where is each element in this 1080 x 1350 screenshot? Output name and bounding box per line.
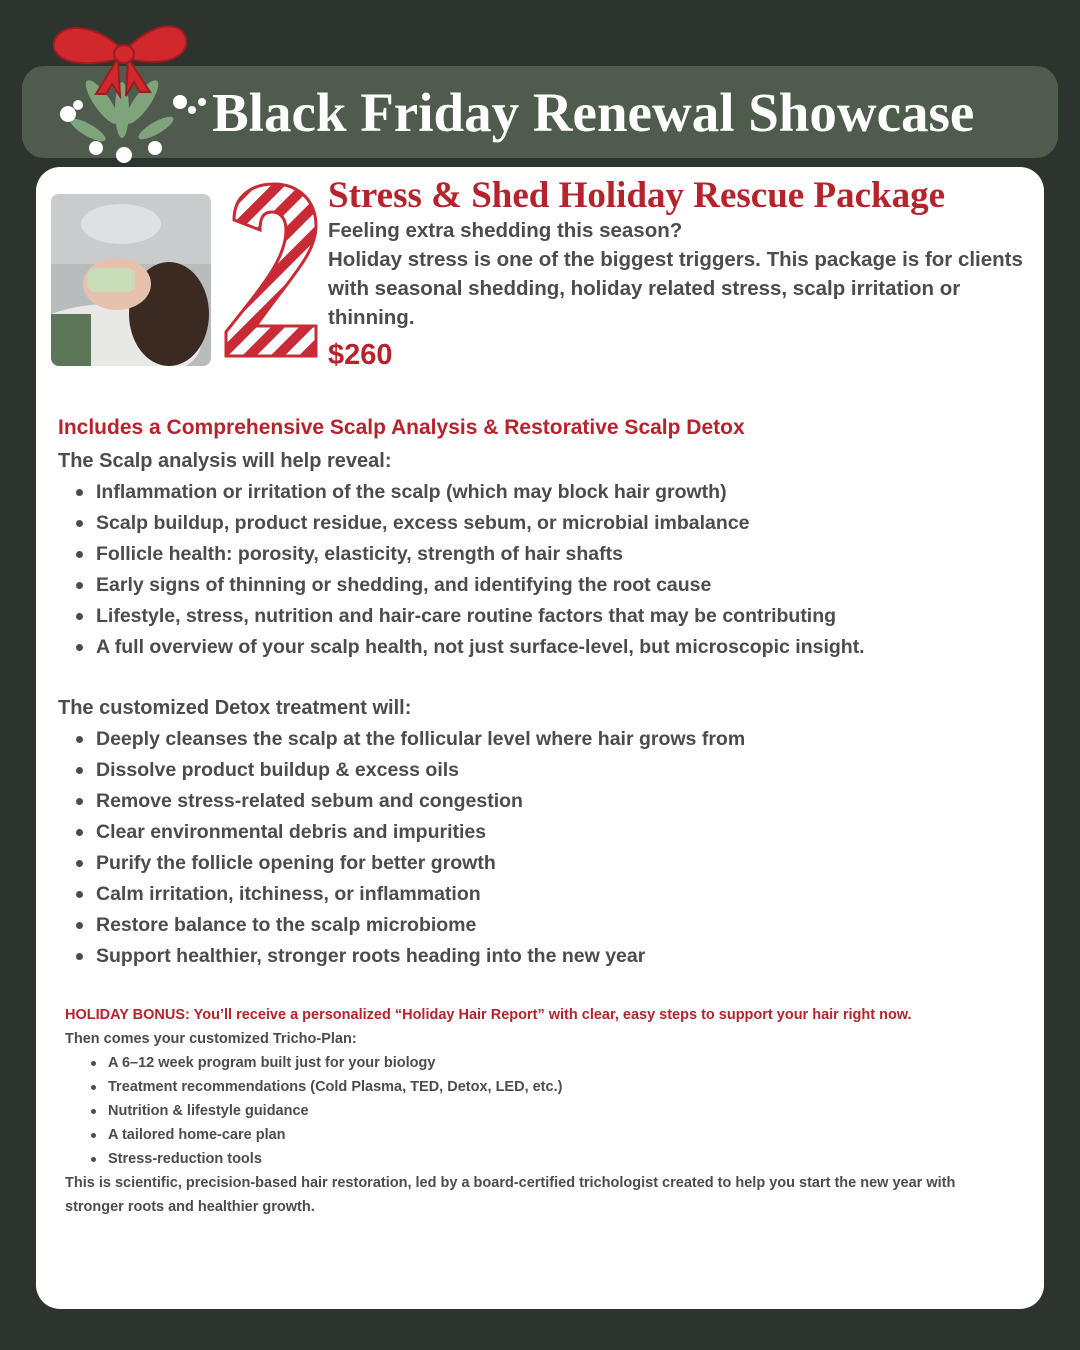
closing-text: This is scientific, precision-based hair restoration, led by a board-certified trichologist created to help you start the new year with stronger roots and healthier growth.	[65, 1175, 956, 1215]
list-item: Restore balance to the scalp microbiome	[96, 910, 1038, 941]
page-title: Black Friday Renewal Showcase	[212, 82, 975, 143]
treatment-photo	[51, 194, 211, 366]
list-item: A 6–12 week program built just for your biology	[108, 1051, 1010, 1075]
detox-heading: The customized Detox treatment will:	[58, 697, 412, 719]
list-item: Clear environmental debris and impurities	[96, 817, 1038, 848]
list-item: Inflammation or irritation of the scalp (which may block hair growth)	[96, 477, 1038, 508]
list-item: Remove stress-related sebum and congestion	[96, 786, 1038, 817]
analysis-section	[58, 446, 1038, 663]
list-item: Lifestyle, stress, nutrition and hair-care routine factors that may be contributing	[96, 601, 1038, 632]
list-item: Treatment recommendations (Cold Plasma, TED, Detox, LED, etc.)	[108, 1075, 1010, 1099]
list-item: Deeply cleanses the scalp at the follicular level where hair grows from	[96, 724, 1038, 755]
analysis-list	[58, 477, 1038, 663]
list-item: A tailored home-care plan	[108, 1123, 1010, 1147]
holiday-bonus-text: HOLIDAY BONUS: You’ll receive a personalized “Holiday Hair Report” with clear, easy steps to support your hair right now.	[65, 1007, 912, 1023]
analysis-heading: The Scalp analysis will help reveal:	[58, 450, 392, 472]
package-subtitle: Feeling extra shedding this season?	[328, 219, 683, 242]
candy-cane-number-icon	[220, 180, 322, 360]
list-item: Scalp buildup, product residue, excess sebum, or microbial imbalance	[96, 508, 1038, 539]
includes-heading: Includes a Comprehensive Scalp Analysis & Restorative Scalp Detox	[58, 416, 745, 439]
list-item: Purify the follicle opening for better growth	[96, 848, 1038, 879]
package-description: Holiday stress is one of the biggest triggers. This package is for clients with seasonal shedding, holiday related stress, scalp irritation or thinning.	[328, 248, 1023, 329]
list-item: A full overview of your scalp health, not just surface-level, but microscopic insight.	[96, 632, 1038, 663]
package-title: Stress & Shed Holiday Rescue Package	[328, 175, 946, 216]
plan-intro: Then comes your customized Tricho-Plan:	[65, 1031, 357, 1047]
plan-list	[65, 1051, 1010, 1171]
detox-section	[58, 693, 1038, 972]
list-item: Early signs of thinning or shedding, and identifying the root cause	[96, 570, 1038, 601]
list-item: Stress-reduction tools	[108, 1147, 1010, 1171]
list-item: Nutrition & lifestyle guidance	[108, 1099, 1010, 1123]
list-item: Follicle health: porosity, elasticity, strength of hair shafts	[96, 539, 1038, 570]
mistletoe-bow-icon	[40, 10, 210, 170]
list-item: Dissolve product buildup & excess oils	[96, 755, 1038, 786]
bonus-section	[65, 1003, 1010, 1219]
list-item: Calm irritation, itchiness, or inflammation	[96, 879, 1038, 910]
package-price: $260	[328, 339, 393, 371]
detox-list	[58, 724, 1038, 972]
list-item: Support healthier, stronger roots heading into the new year	[96, 941, 1038, 972]
